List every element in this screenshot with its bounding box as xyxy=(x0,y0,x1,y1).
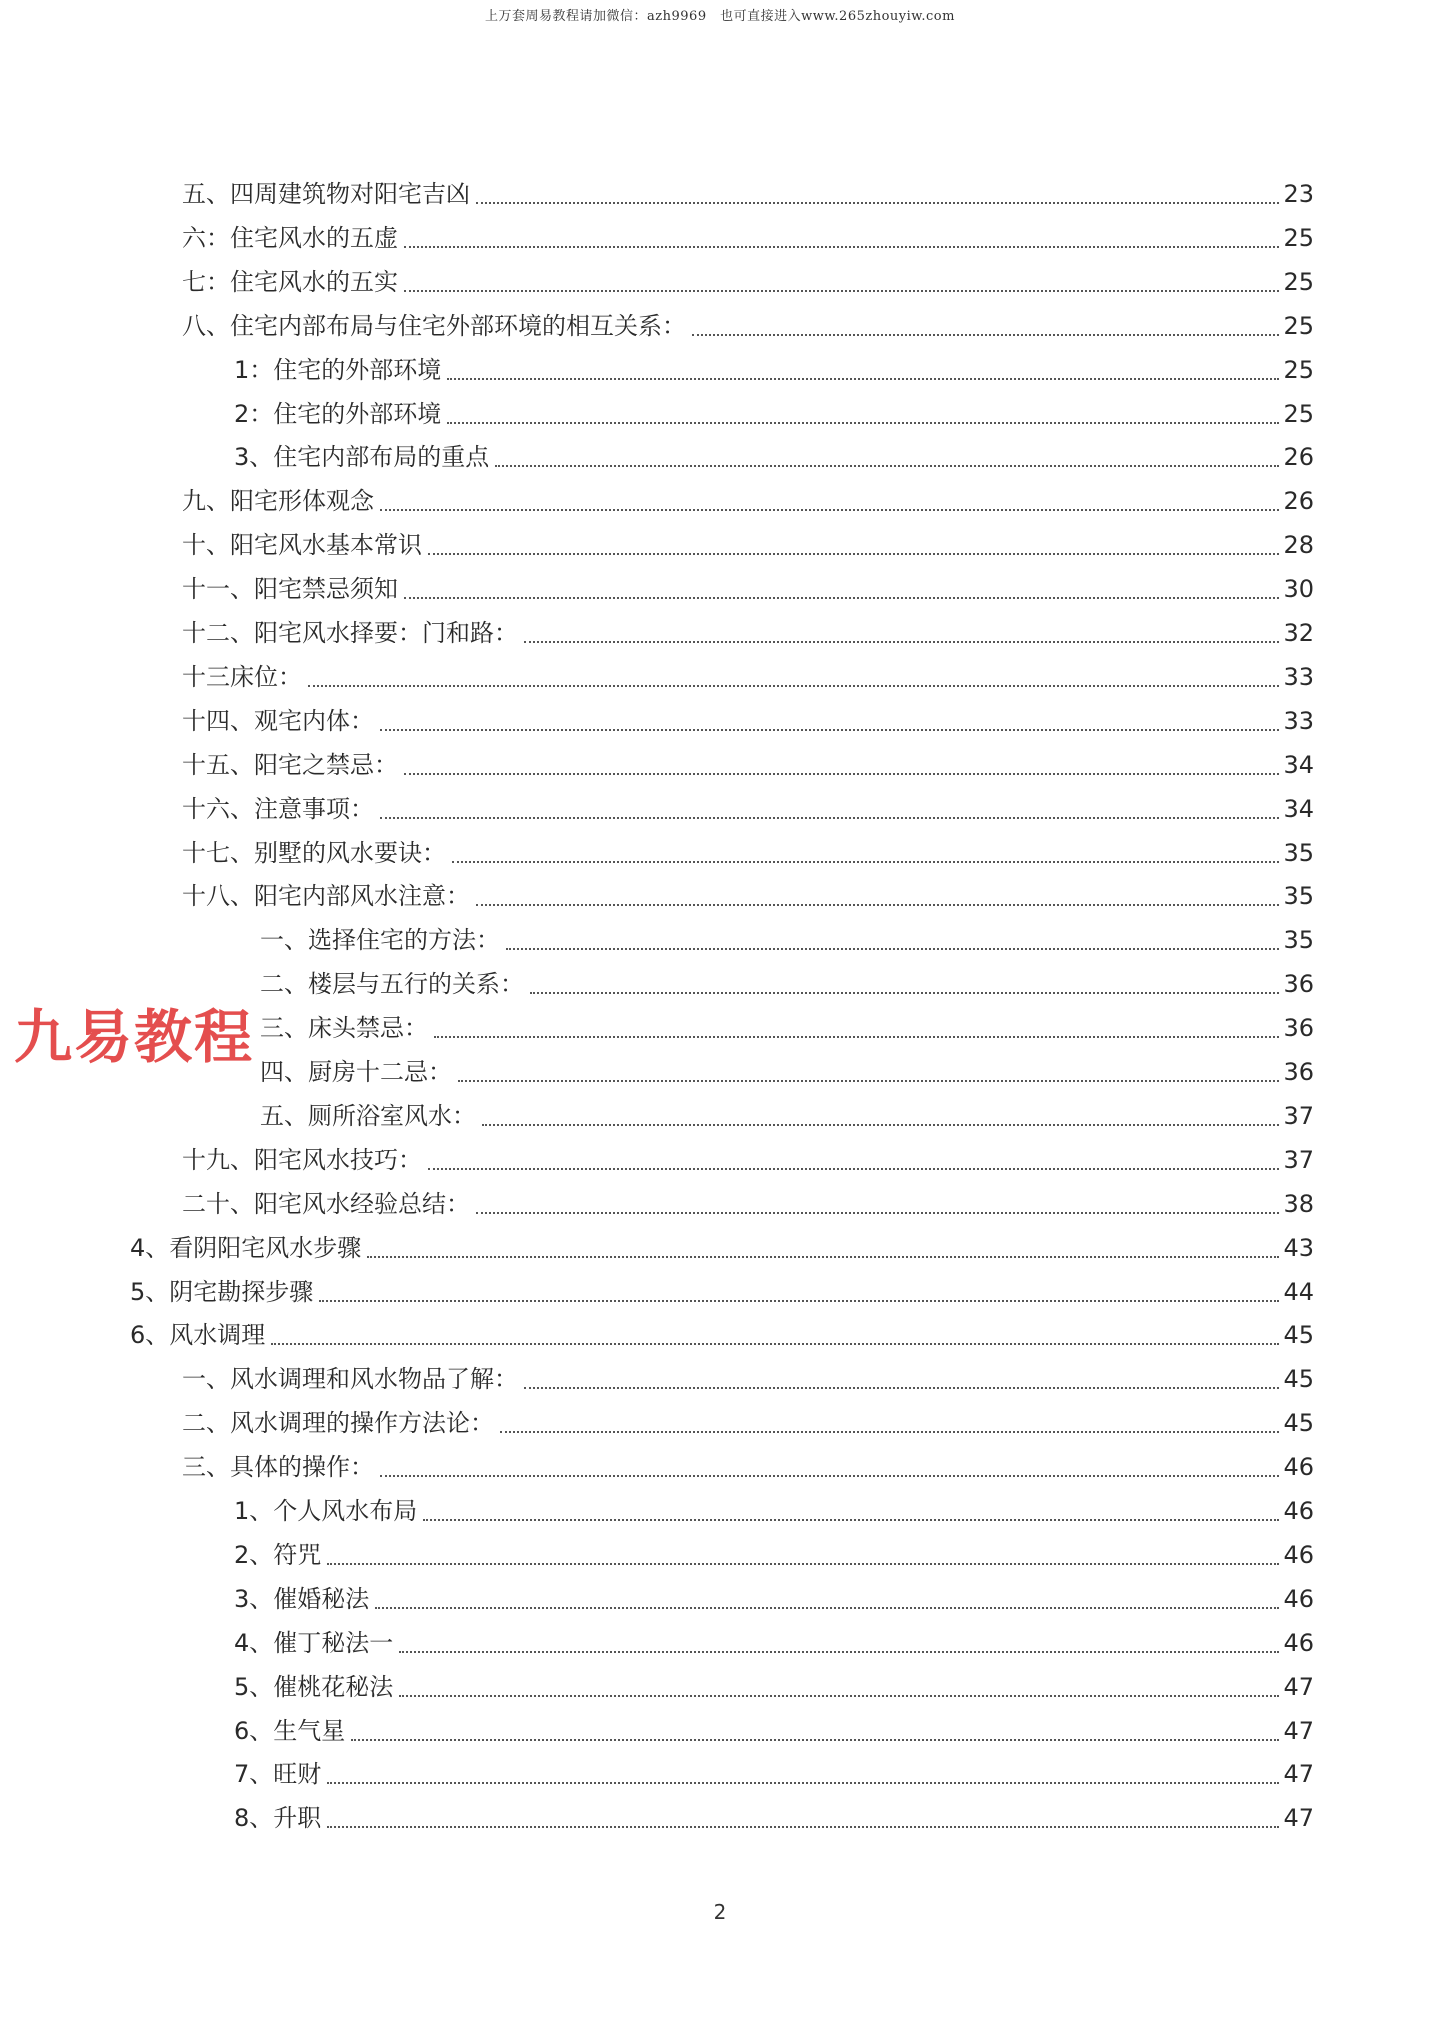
toc-entry-label: 十四、观宅内体： xyxy=(182,706,374,735)
toc-entry[interactable] xyxy=(182,525,1314,565)
toc-dot-leader xyxy=(399,1695,1279,1697)
toc-dot-leader xyxy=(380,509,1279,511)
toc-entry-page: 25 xyxy=(1283,311,1314,340)
toc-dot-leader xyxy=(506,948,1279,950)
toc-entry-page: 25 xyxy=(1283,399,1314,428)
toc-dot-leader xyxy=(327,1563,1279,1565)
toc-entry-page: 34 xyxy=(1283,794,1314,823)
toc-entry-label: 七：住宅风水的五实 xyxy=(182,267,398,296)
toc-dot-leader xyxy=(380,1475,1279,1477)
toc-entry-label: 6、风水调理 xyxy=(130,1321,266,1350)
toc-entry-page: 34 xyxy=(1283,750,1314,779)
toc-dot-leader xyxy=(476,904,1279,906)
toc-entry[interactable] xyxy=(234,1754,1314,1794)
toc-entry[interactable] xyxy=(234,1798,1314,1838)
toc-entry[interactable] xyxy=(182,262,1314,302)
toc-entry-label: 5、阴宅勘探步骤 xyxy=(130,1277,314,1306)
toc-entry-label: 8、升职 xyxy=(234,1804,322,1833)
toc-entry-label: 1、个人风水布局 xyxy=(234,1497,418,1525)
toc-entry-page: 35 xyxy=(1283,838,1314,867)
toc-entry[interactable] xyxy=(182,789,1314,829)
toc-entry-page: 46 xyxy=(1283,1628,1314,1657)
toc-entry-label: 7、旺财 xyxy=(234,1760,322,1789)
toc-entry[interactable] xyxy=(234,394,1314,434)
toc-entry-label: 十六、注意事项： xyxy=(182,794,374,823)
toc-entry[interactable] xyxy=(260,920,1314,960)
toc-entry[interactable] xyxy=(182,174,1314,214)
toc-dot-leader xyxy=(458,1080,1279,1082)
toc-entry[interactable] xyxy=(182,569,1314,609)
toc-dot-leader xyxy=(476,1212,1279,1214)
toc-entry-label: 二十、阳宅风水经验总结： xyxy=(182,1189,470,1218)
toc-entry[interactable] xyxy=(260,1008,1314,1048)
toc-entry-label: 十七、别墅的风水要诀： xyxy=(182,838,446,867)
toc-entry-label: 二、楼层与五行的关系： xyxy=(260,970,524,999)
toc-dot-leader xyxy=(530,992,1279,994)
watermark-logo-text: 九易教程 xyxy=(14,1003,255,1071)
toc-entry-page: 35 xyxy=(1283,926,1314,955)
toc-entry[interactable] xyxy=(260,964,1314,1004)
toc-entry-page: 26 xyxy=(1283,487,1314,516)
toc-dot-leader xyxy=(692,334,1279,336)
toc-entry[interactable] xyxy=(182,1184,1314,1224)
toc-entry-page: 25 xyxy=(1283,267,1314,296)
toc-entry-page: 25 xyxy=(1283,223,1314,252)
toc-entry-label: 一、风水调理和风水物品了解： xyxy=(182,1365,518,1394)
toc-entry[interactable] xyxy=(234,1535,1314,1575)
toc-dot-leader xyxy=(428,1168,1279,1170)
toc-dot-leader xyxy=(327,1826,1279,1828)
toc-entry-label: 二、风水调理的操作方法论： xyxy=(182,1409,494,1438)
toc-entry[interactable] xyxy=(182,701,1314,741)
toc-dot-leader xyxy=(434,1036,1279,1038)
toc-entry-label: 3、催婚秘法 xyxy=(234,1584,370,1613)
toc-entry-page: 47 xyxy=(1283,1760,1314,1789)
toc-entry-label: 十八、阳宅内部风水注意： xyxy=(182,882,470,911)
toc-entry[interactable] xyxy=(182,1140,1314,1180)
toc-dot-leader xyxy=(351,1739,1279,1741)
toc-entry[interactable] xyxy=(182,1359,1314,1399)
toc-entry-label: 九、阳宅形体观念 xyxy=(182,487,374,516)
toc-entry[interactable] xyxy=(130,1315,1314,1355)
toc-entry-page: 36 xyxy=(1283,970,1314,999)
toc-entry[interactable] xyxy=(234,350,1314,390)
toc-entry[interactable] xyxy=(260,1096,1314,1136)
toc-entry[interactable] xyxy=(182,657,1314,697)
toc-dot-leader xyxy=(399,1651,1279,1653)
toc-entry-label: 3、住宅内部布局的重点 xyxy=(234,443,490,472)
toc-entry-page: 46 xyxy=(1283,1584,1314,1613)
toc-dot-leader xyxy=(524,1387,1279,1389)
toc-entry-label: 六：住宅风水的五虚 xyxy=(182,223,398,252)
toc-entry-page: 25 xyxy=(1283,355,1314,384)
toc-entry-page: 30 xyxy=(1283,575,1314,604)
toc-entry[interactable] xyxy=(182,876,1314,916)
toc-dot-leader xyxy=(404,246,1279,248)
toc-entry-page: 32 xyxy=(1283,619,1314,647)
toc-entry[interactable] xyxy=(182,613,1314,653)
toc-entry-page: 38 xyxy=(1283,1189,1314,1218)
toc-entry-label: 5、催桃花秘法 xyxy=(234,1672,394,1701)
toc-entry-page: 37 xyxy=(1283,1101,1314,1130)
toc-entry-page: 47 xyxy=(1283,1804,1314,1833)
toc-entry-page: 47 xyxy=(1283,1672,1314,1701)
toc-entry[interactable] xyxy=(234,1491,1314,1531)
toc-dot-leader xyxy=(327,1782,1279,1784)
toc-entry[interactable] xyxy=(234,1579,1314,1619)
toc-entry-label: 十五、阳宅之禁忌： xyxy=(182,750,398,779)
toc-entry[interactable] xyxy=(182,1447,1314,1487)
toc-entry-label: 五、厕所浴室风水： xyxy=(260,1101,476,1130)
page-number: 2 xyxy=(713,1900,727,1924)
toc-dot-leader xyxy=(482,1124,1279,1126)
toc-entry-label: 2：住宅的外部环境 xyxy=(234,399,442,428)
toc-dot-leader xyxy=(308,685,1279,687)
toc-entry-page: 45 xyxy=(1283,1365,1314,1394)
toc-entry-label: 十三床位： xyxy=(182,662,302,691)
toc-entry-page: 46 xyxy=(1283,1497,1314,1525)
toc-dot-leader xyxy=(495,465,1279,467)
toc-entry-label: 五、四周建筑物对阳宅吉凶 xyxy=(182,180,470,208)
toc-entry-page: 44 xyxy=(1283,1277,1314,1306)
toc-entry-page: 36 xyxy=(1283,1058,1314,1086)
toc-dot-leader xyxy=(271,1343,1279,1345)
toc-entry[interactable] xyxy=(130,1228,1314,1268)
toc-dot-leader xyxy=(404,597,1279,599)
toc-entry[interactable] xyxy=(182,218,1314,258)
toc-entry[interactable] xyxy=(182,833,1314,873)
toc-entry[interactable] xyxy=(234,1711,1314,1751)
toc-entry-label: 4、看阴阳宅风水步骤 xyxy=(130,1233,362,1262)
toc-entry[interactable] xyxy=(260,1052,1314,1092)
toc-dot-leader xyxy=(500,1431,1279,1433)
toc-entry[interactable] xyxy=(234,437,1314,477)
toc-dot-leader xyxy=(319,1300,1279,1302)
toc-dot-leader xyxy=(423,1519,1279,1521)
toc-entry[interactable] xyxy=(130,1272,1314,1312)
header-contact-note: 上万套周易教程请加微信：azh9969 也可直接进入www.265zhouyiw.com xyxy=(485,9,955,24)
toc-dot-leader xyxy=(524,641,1279,643)
toc-entry-label: 6、生气星 xyxy=(234,1716,346,1745)
toc-entry[interactable] xyxy=(234,1623,1314,1663)
toc-entry-label: 四、厨房十二忌： xyxy=(260,1058,452,1086)
toc-entry-page: 33 xyxy=(1283,662,1314,691)
toc-entry-page: 47 xyxy=(1283,1716,1314,1745)
toc-dot-leader xyxy=(367,1256,1279,1258)
toc-entry-page: 23 xyxy=(1283,180,1314,208)
toc-entry-label: 十、阳宅风水基本常识 xyxy=(182,531,422,560)
toc-entry-page: 36 xyxy=(1283,1014,1314,1043)
toc-dot-leader xyxy=(428,553,1279,555)
toc-dot-leader xyxy=(404,290,1279,292)
toc-entry-page: 37 xyxy=(1283,1145,1314,1174)
toc-entry-page: 35 xyxy=(1283,882,1314,911)
toc-entry-label: 三、具体的操作： xyxy=(182,1453,374,1482)
toc-entry[interactable] xyxy=(182,481,1314,521)
toc-entry[interactable] xyxy=(182,745,1314,785)
toc-entry-page: 46 xyxy=(1283,1540,1314,1569)
toc-dot-leader xyxy=(447,422,1279,424)
toc-entry-label: 十一、阳宅禁忌须知 xyxy=(182,575,398,604)
toc-entry-page: 45 xyxy=(1283,1321,1314,1350)
toc-entry-page: 26 xyxy=(1283,443,1314,472)
toc-dot-leader xyxy=(380,817,1279,819)
toc-dot-leader xyxy=(452,861,1279,863)
toc-entry[interactable] xyxy=(182,1403,1314,1443)
toc-dot-leader xyxy=(447,378,1279,380)
toc-entry-page: 43 xyxy=(1283,1233,1314,1262)
toc-entry-label: 十九、阳宅风水技巧： xyxy=(182,1145,422,1174)
toc-dot-leader xyxy=(380,729,1279,731)
toc-entry-label: 三、床头禁忌： xyxy=(260,1014,428,1043)
toc-dot-leader xyxy=(476,202,1279,204)
toc-dot-leader xyxy=(404,773,1279,775)
toc-entry-page: 33 xyxy=(1283,706,1314,735)
toc-entry-label: 一、选择住宅的方法： xyxy=(260,926,500,955)
toc-entry-page: 45 xyxy=(1283,1409,1314,1438)
toc-entry-label: 4、催丁秘法一 xyxy=(234,1628,394,1657)
toc-entry-label: 1：住宅的外部环境 xyxy=(234,355,442,384)
toc-entry-page: 28 xyxy=(1283,531,1314,560)
toc-entry[interactable] xyxy=(182,306,1314,346)
toc-entry-page: 46 xyxy=(1283,1453,1314,1482)
toc-entry[interactable] xyxy=(234,1667,1314,1707)
toc-entry-label: 十二、阳宅风水择要：门和路： xyxy=(182,619,518,647)
toc-entry-label: 2、符咒 xyxy=(234,1540,322,1569)
toc-dot-leader xyxy=(375,1607,1279,1609)
toc-entry-label: 八、住宅内部布局与住宅外部环境的相互关系： xyxy=(182,311,686,340)
